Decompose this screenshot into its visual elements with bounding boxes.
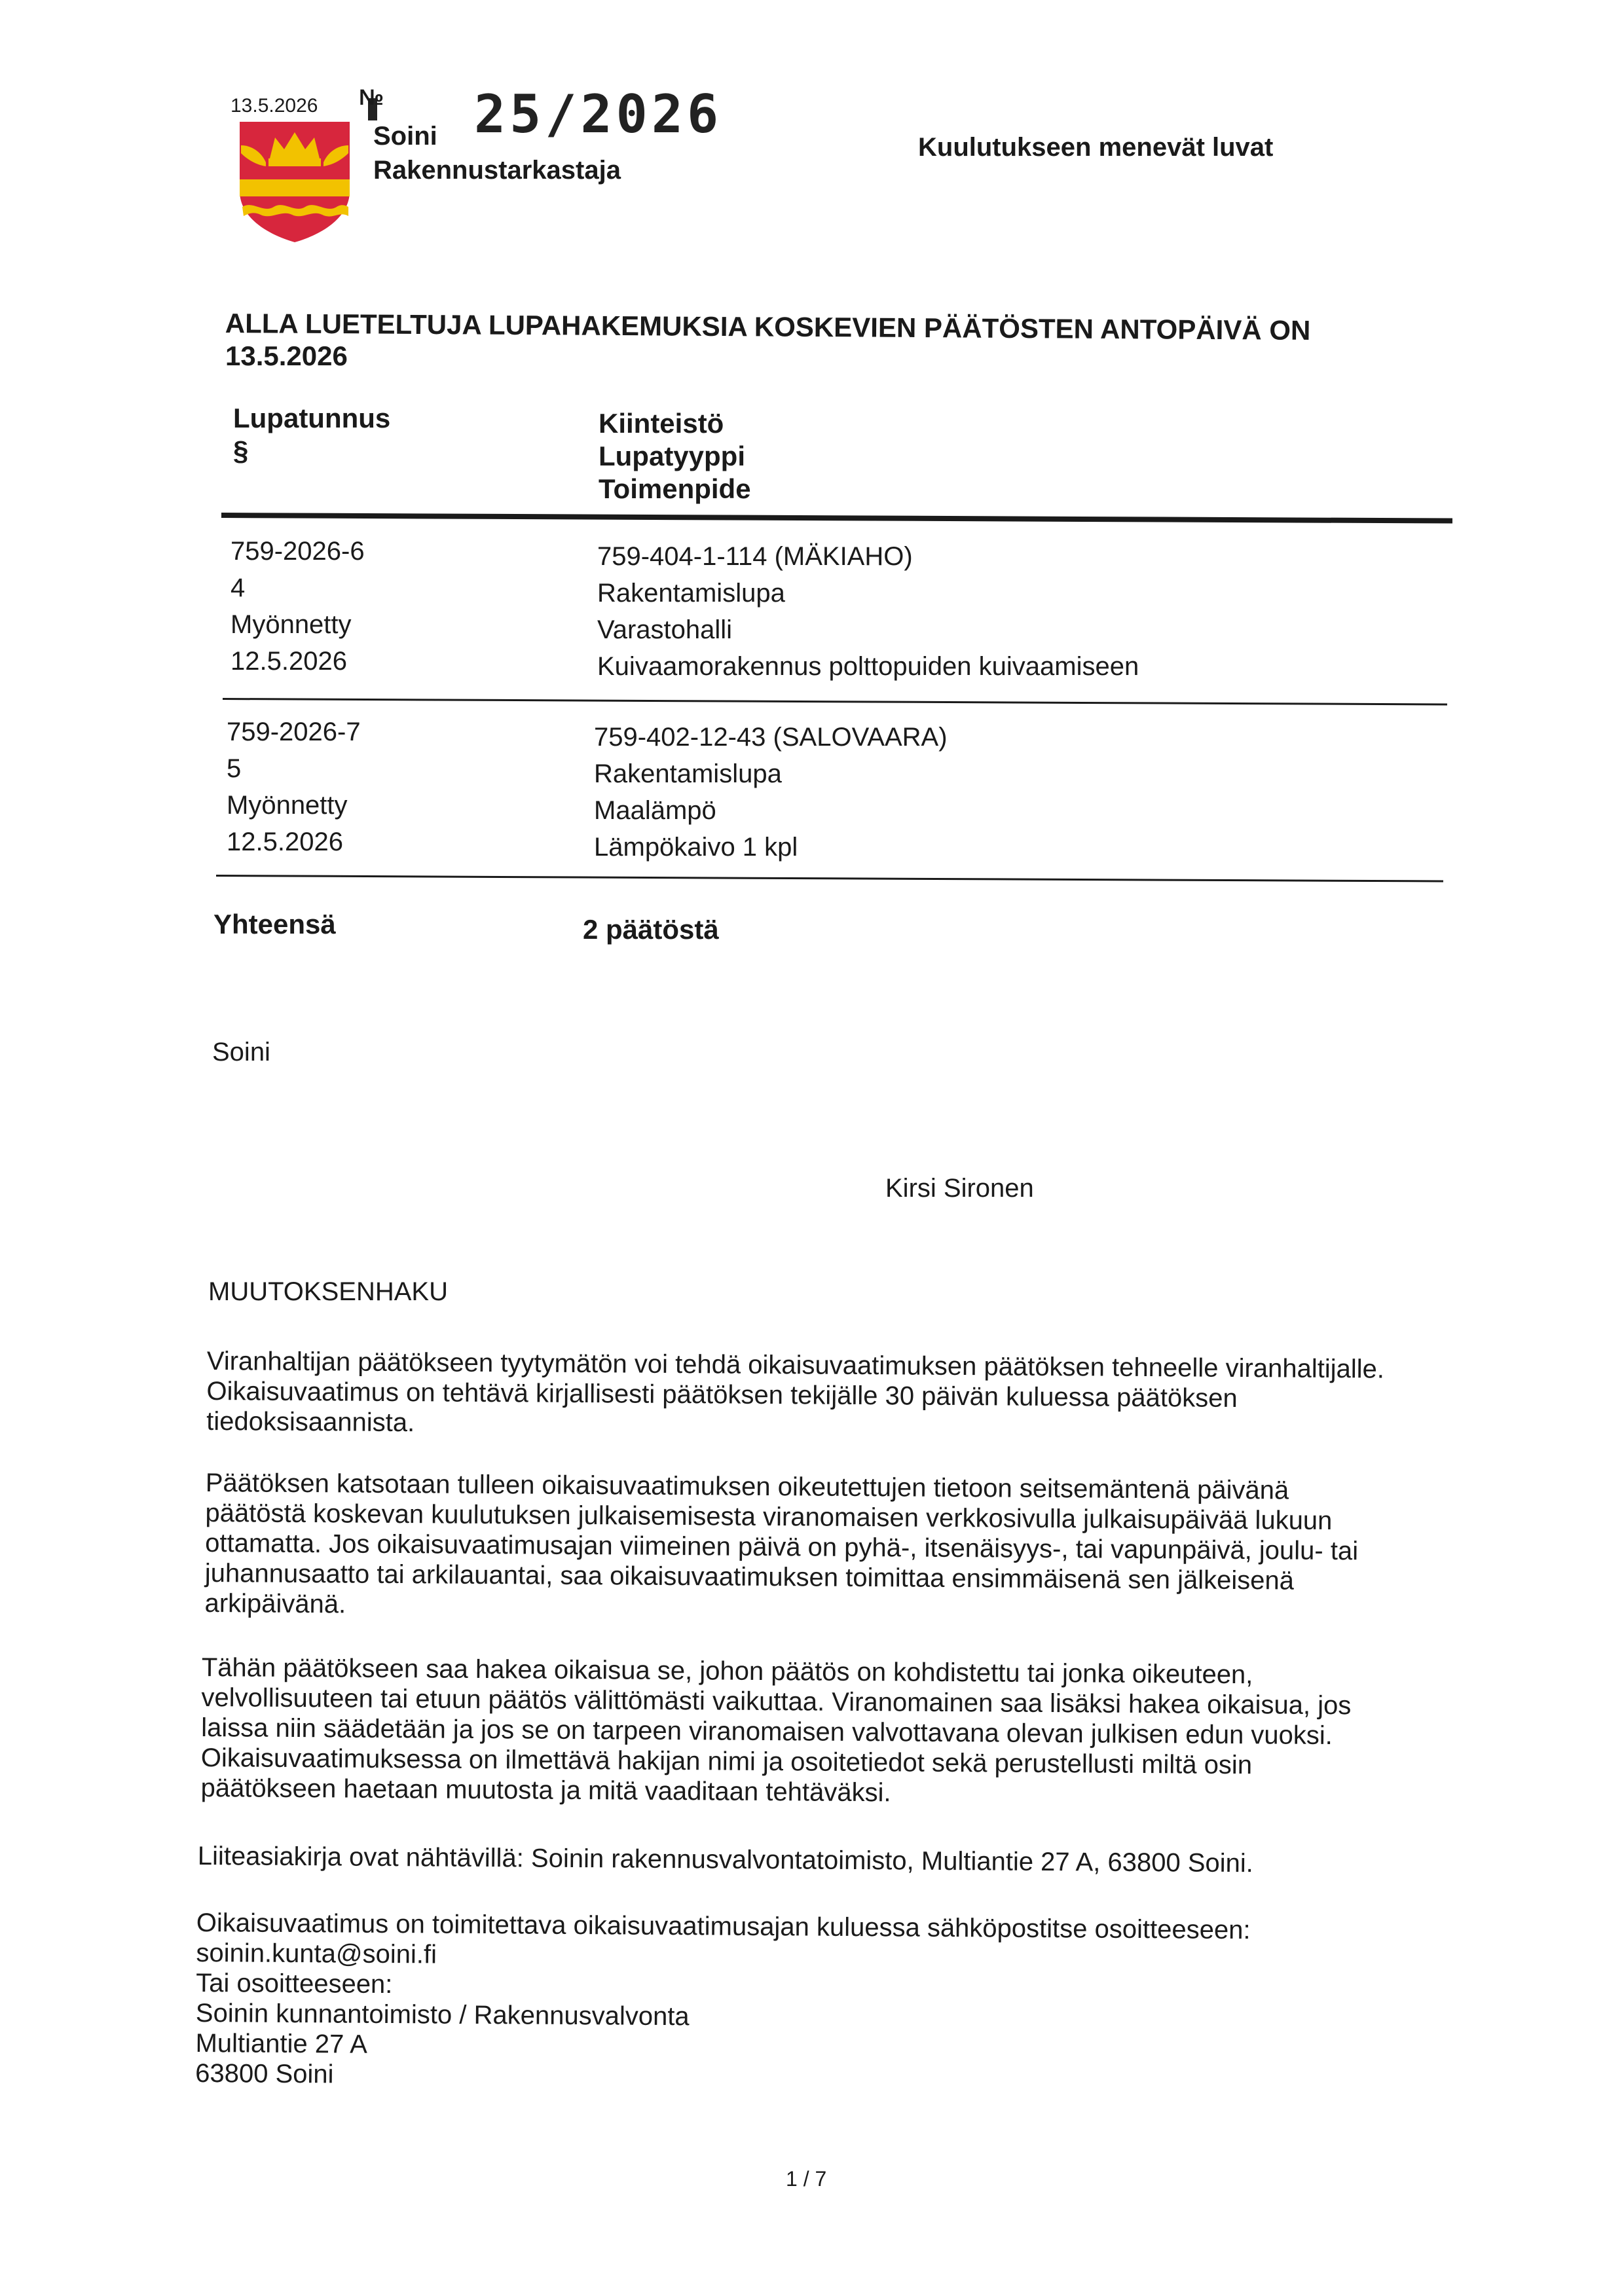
register-mark: № [359,85,384,110]
building-type: Varastohalli [597,615,733,644]
header-section: § [233,435,249,466]
text-line: Viranhaltijan päätökseen tyytymätön voi tehdä oikaisuvaatimuksen päätöksen tehneelle viranhaltijalle. [206,1347,1385,1384]
appeal-paragraph-1 [206,1346,1384,1445]
permit-id: 759-2026-6 [231,537,365,566]
notice-title: Kuulutukseen menevät luvat [918,133,1274,162]
signer-name: Kirsi Sironen [885,1174,1034,1203]
text-line: Tähän päätökseen saa hakea oikaisua se, johon päätös on kohdistettu tai jonka oikeuteen, [201,1653,1253,1690]
page-number: 1 / 7 [786,2167,827,2191]
row-divider [223,698,1447,705]
text-line: Oikaisuvaatimus on toimitettava oikaisuvaatimusajan kuluessa sähköpostitse osoitteeseen: [196,1908,1251,1945]
text-line: 63800 Soini [195,2058,334,2089]
text-line: Multiantie 27 A [195,2028,368,2059]
department-name: Rakennustarkastaja [373,156,621,185]
email-address: soinin.kunta@soini.fi [196,1938,437,1969]
appeal-paragraph-2 [204,1468,1358,1626]
property-id: 759-402-12-43 (SALOVAARA) [594,723,948,752]
table-row-1-left [231,533,365,680]
text-line: Soinin kunnantoimisto / Rakennusvalvonta [195,1998,690,2032]
text-line: velvollisuuteen tai etuun päätös välittömästi vaikuttaa. Viranomainen saa lisäksi hakea oikaisua, jos [201,1683,1352,1721]
total-value: 2 päätöstä [583,914,719,945]
table-row-2-left [227,714,361,860]
header-permit-type: Lupatyyppi [599,441,746,471]
header-action: Toimenpide [599,473,751,504]
text-line: tiedoksisaannista. [206,1406,415,1438]
header-property: Kiinteistö [599,408,724,439]
text-line: päätökseen haetaan muutosta ja mitä vaaditaan tehtäväksi. [200,1773,891,1808]
document-title: ALLA LUETELTUJA LUPAHAKEMUKSIA KOSKEVIEN PÄÄTÖSTEN ANTOPÄIVÄ ON [225,308,1311,346]
action-description: Kuivaamorakennus polttopuiden kuivaamiseen [597,652,1139,681]
municipality-name: Soini [373,122,437,151]
text-line: Päätöksen katsotaan tulleen oikaisuvaatimuksen oikeutettujen tietoon seitsemäntenä päivänä [205,1468,1289,1505]
section-number: 4 [231,574,246,602]
decision-status: Myönnetty [227,791,348,820]
appeal-paragraph-5 [195,1908,1251,2096]
header-rule [221,513,1452,524]
text-line: ottamatta. Jos oikaisuvaatimusajan viimeinen päivä on pyhä-, itsenäisyys-, tai vapunpäivä, joulu- tai [205,1528,1359,1566]
decision-day: 12.5.2026 [227,828,343,856]
text-line: laissa niin säädetään ja jos se on tarpeen viranomaisen valvottavana olevan julkisen edun vuoksi. [201,1713,1333,1751]
permit-id: 759-2026-7 [227,718,361,746]
place-name: Soini [212,1038,270,1066]
text-line: päätöstä koskevan kuulutuksen julkaisemisesta viranomaisen verkkosivulla julkaisupäivää lukuun [205,1498,1333,1536]
permit-type: Rakentamislupa [594,759,782,788]
register-number-stamp: 25/2026 [474,84,723,145]
permit-type: Rakentamislupa [597,579,785,608]
appeal-paragraph-4 [198,1841,1253,1878]
table-row-2-right [594,719,948,866]
table-header-right [599,407,751,505]
text-line: Oikaisuvaatimuksessa on ilmettävä hakijan nimi ja osoitetiedot sekä perustellusti miltä osin [200,1743,1253,1780]
total-label: Yhteensä [213,909,336,939]
text-line: juhannusaatto tai arkilauantai, saa oikaisuvaatimuksen toimittaa ensimmäisenä sen jälkeisenä [204,1558,1295,1595]
decision-status: Myönnetty [231,610,352,639]
text-line: arkipäivänä. [204,1588,346,1619]
section-number: 5 [227,754,242,783]
stamp-date: 13.5.2026 [231,95,318,117]
header-permit-id: Lupatunnus [233,403,391,433]
appeal-heading: MUUTOKSENHAKU [208,1277,448,1306]
property-id: 759-404-1-114 (MÄKIAHO) [597,542,913,571]
action-description: Lämpökaivo 1 kpl [594,833,798,862]
text-line: Liiteasiakirja ovat nähtävillä: Soinin rakennusvalvontatoimisto, Multiantie 27 A, 63800 Soini. [197,1842,1254,1878]
text-line: Tai osoitteeseen: [196,1968,393,1999]
decision-day: 12.5.2026 [231,647,347,676]
soini-coat-of-arms-logo [237,119,352,244]
row-divider [216,875,1443,883]
table-row-1-right [597,538,1139,685]
building-type: Maalämpö [594,796,716,825]
appeal-paragraph-3 [200,1652,1351,1811]
text-line: Oikaisuvaatimus on tehtävä kirjallisesti päätöksen tekijälle 30 päivän kuluessa päätöksen [206,1376,1238,1413]
table-header-left [233,402,390,467]
decision-date: 13.5.2026 [225,340,348,371]
